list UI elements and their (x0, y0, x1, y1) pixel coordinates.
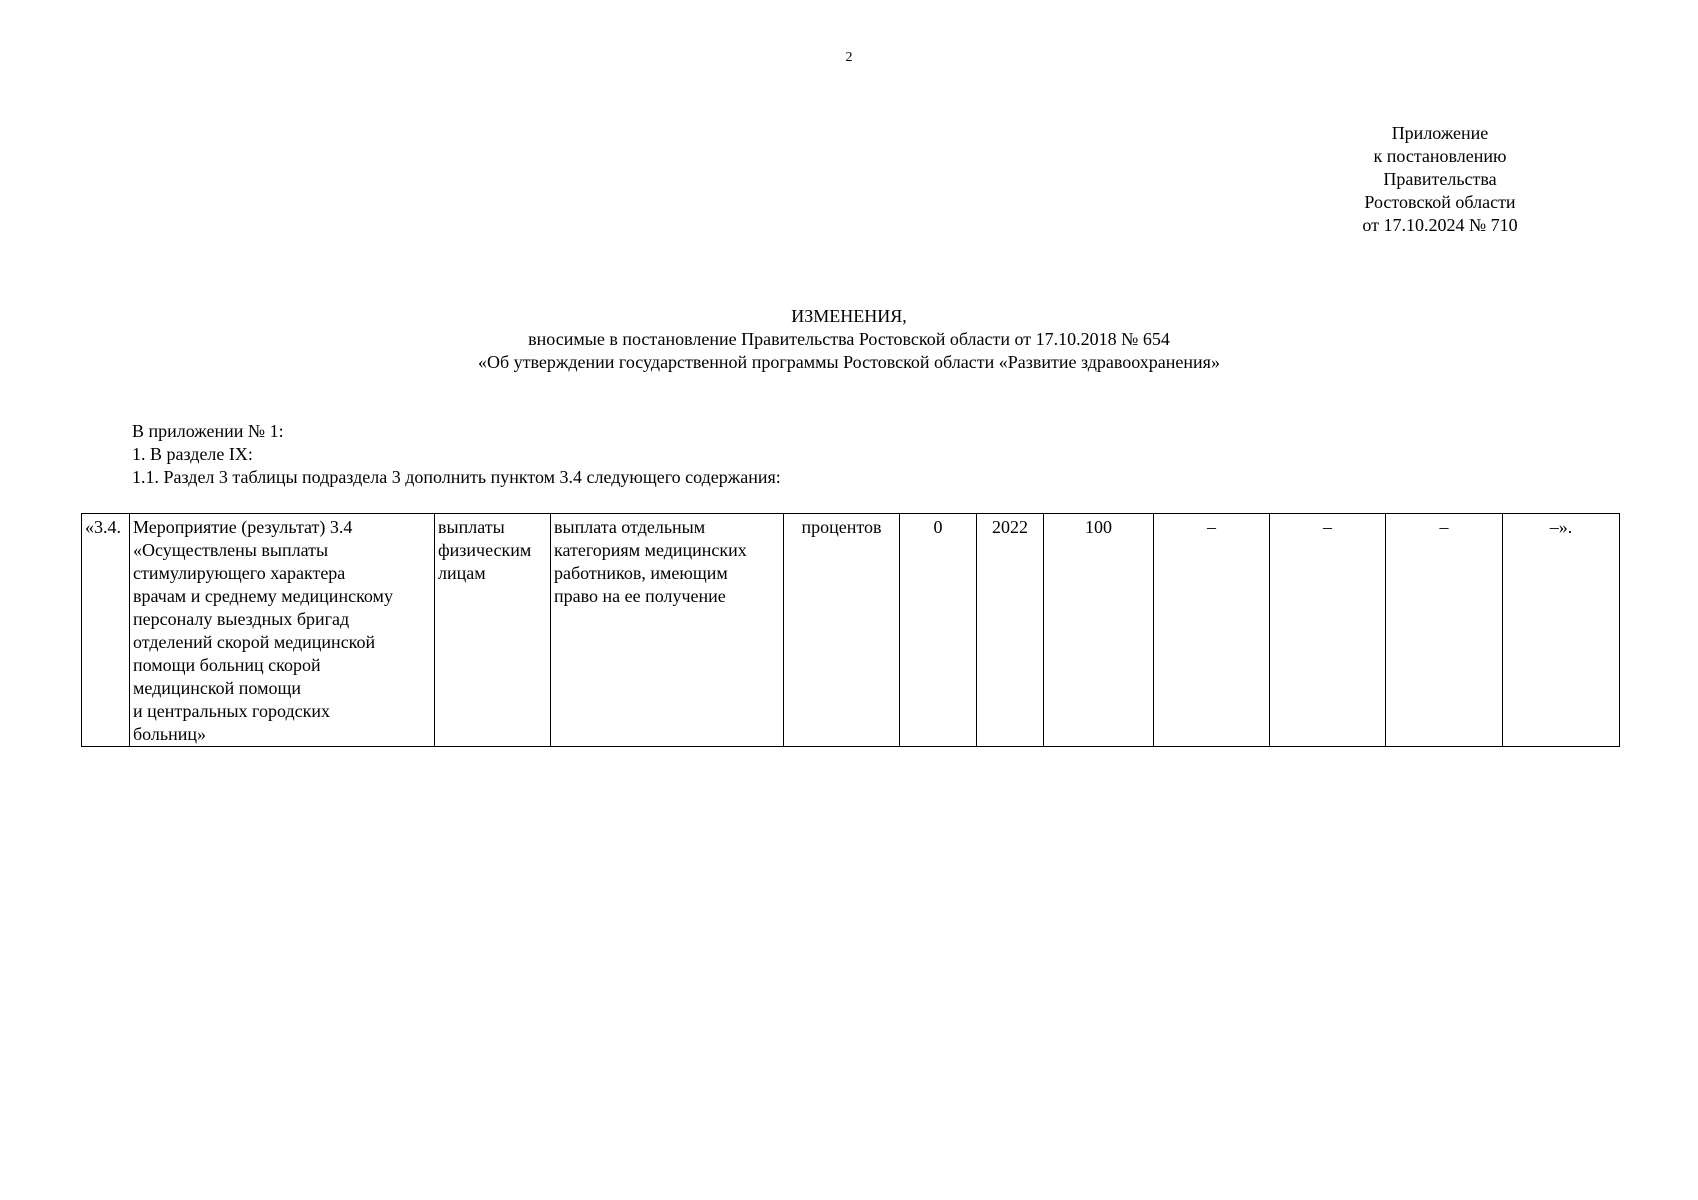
appendix-block (1290, 122, 1590, 237)
row-number-cell: «3.4. (82, 514, 130, 747)
event-type-cell (435, 514, 551, 747)
event-type-line: физическим (438, 540, 532, 560)
document-title: ИЗМЕНЕНИЯ, (791, 306, 907, 326)
value-cell: – (1154, 514, 1270, 747)
value-cell: – (1270, 514, 1386, 747)
base-value-cell: 0 (900, 514, 977, 747)
event-name-line: помощи больниц скорой (133, 655, 321, 675)
appendix-line: к постановлению (1373, 146, 1507, 166)
characteristic-line: право на ее получение (554, 586, 726, 606)
intro-line: 1. В разделе IX: (132, 444, 253, 464)
value-cell: 100 (1044, 514, 1154, 747)
value-cell: –». (1503, 514, 1620, 747)
page-number: 2 (845, 50, 853, 65)
event-name-line: отделений скорой медицинской (133, 632, 376, 652)
characteristic-cell (551, 514, 784, 747)
document-subtitle: вносимые в постановление Правительства Ростовской области от 17.10.2018 № 654 (528, 329, 1170, 349)
event-name-line: Мероприятие (результат) 3.4 (133, 517, 353, 537)
characteristic-line: категориям медицинских (554, 540, 747, 560)
event-type-line: лицам (438, 563, 486, 583)
event-name-line: больниц» (133, 724, 207, 744)
changes-table (81, 513, 1620, 747)
appendix-line: Приложение (1391, 123, 1489, 143)
document-heading (0, 305, 1698, 374)
event-name-line: стимулирующего характера (133, 563, 346, 583)
intro-line: 1.1. Раздел 3 таблицы подраздела 3 дополнить пунктом 3.4 следующего содержания: (132, 467, 781, 487)
event-name-line: медицинской помощи (133, 678, 301, 698)
event-name-line: врачам и среднему медицинскому (133, 586, 393, 606)
appendix-line: от 17.10.2024 № 710 (1362, 215, 1518, 235)
event-name-line: и центральных городских (133, 701, 330, 721)
appendix-line: Правительства (1383, 169, 1497, 189)
characteristic-line: выплата отдельным (554, 517, 706, 537)
event-name-line: «Осуществлены выплаты (133, 540, 329, 560)
intro-line: В приложении № 1: (132, 421, 284, 441)
unit-cell: процентов (784, 514, 900, 747)
event-name-cell (130, 514, 435, 747)
table-row (82, 514, 1620, 747)
intro-paragraph (132, 420, 781, 489)
base-year-cell: 2022 (977, 514, 1044, 747)
event-type-line: выплаты (438, 517, 505, 537)
value-cell: – (1386, 514, 1503, 747)
event-name-line: персоналу выездных бригад (133, 609, 350, 629)
appendix-line: Ростовской области (1364, 192, 1516, 212)
document-subtitle: «Об утверждении государственной программы Ростовской области «Развитие здравоохранения» (478, 352, 1220, 372)
characteristic-line: работников, имеющим (554, 563, 728, 583)
